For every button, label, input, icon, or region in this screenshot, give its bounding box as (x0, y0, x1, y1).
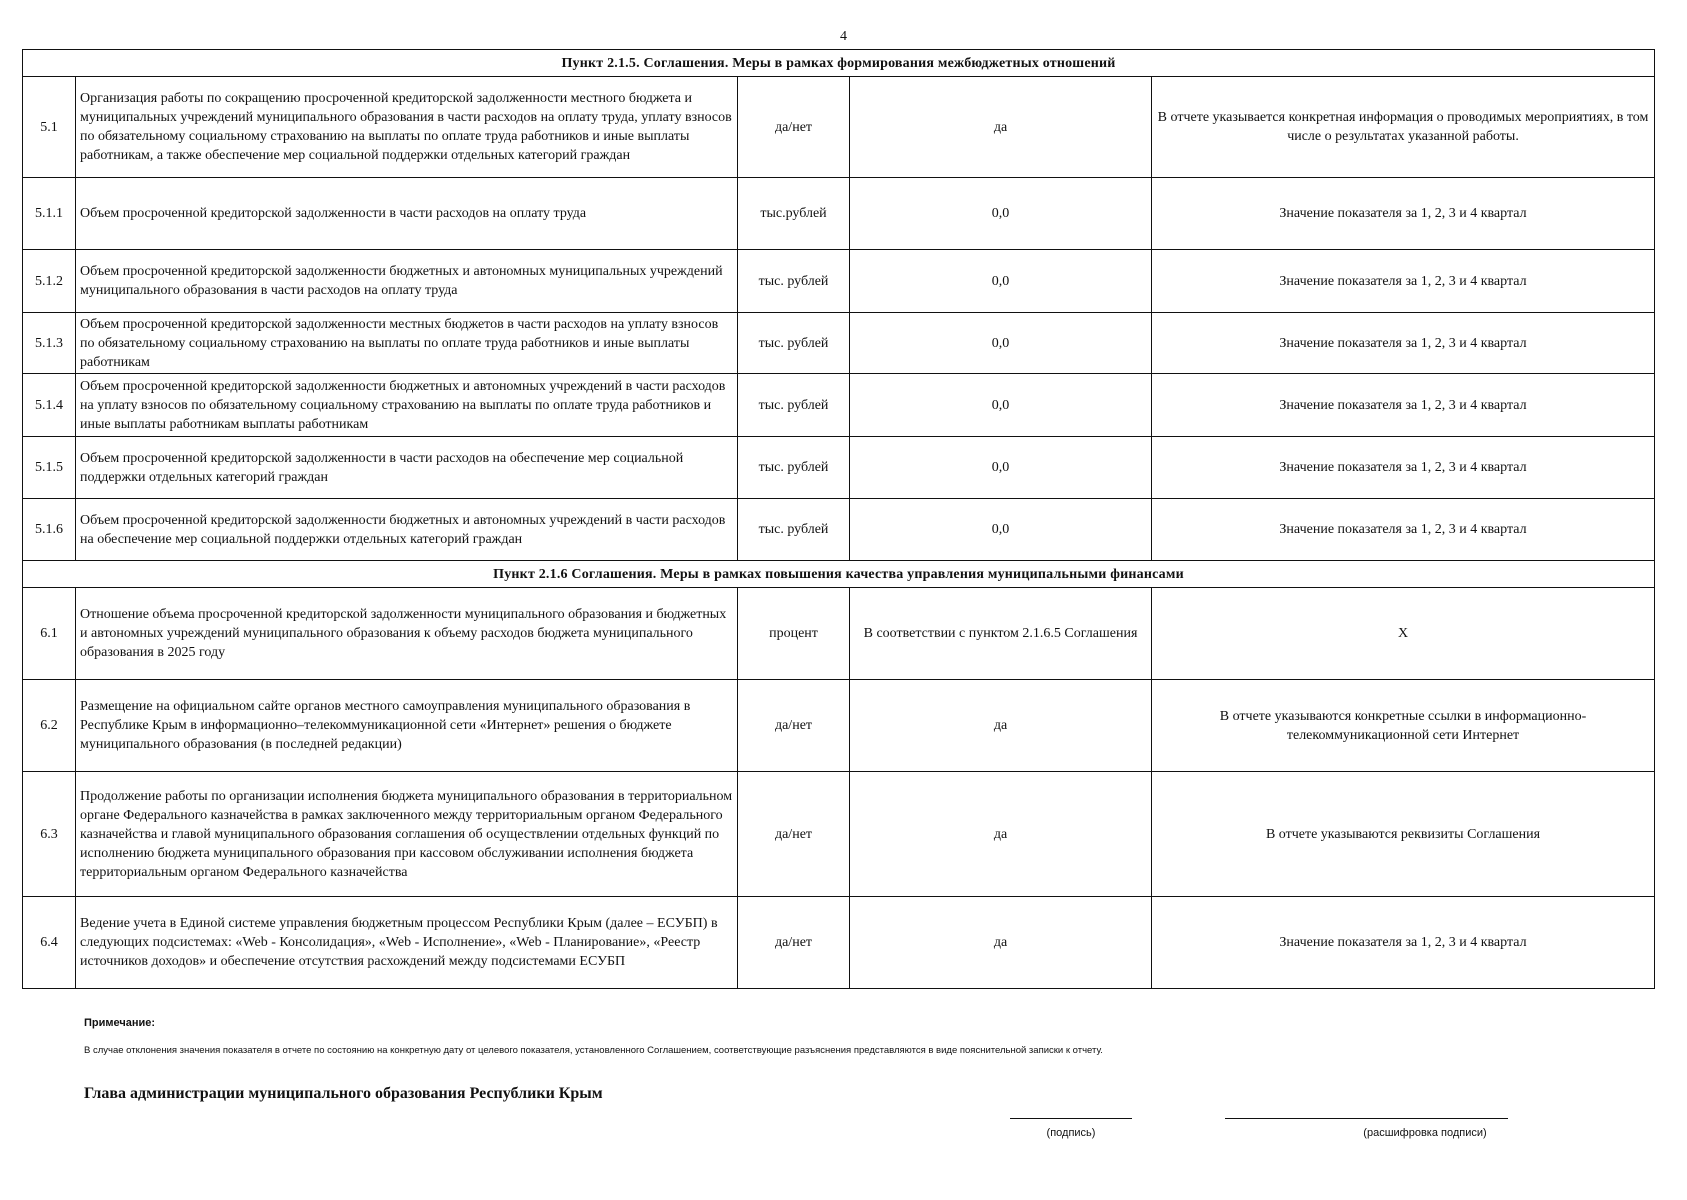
row-comment: В отчете указываются реквизиты Соглашения (1152, 772, 1655, 897)
row-number: 6.4 (23, 897, 76, 989)
row-unit: тыс. рублей (738, 437, 850, 499)
row-description: Объем просроченной кредиторской задолженности в части расходов на оплату труда (76, 178, 738, 250)
signature-line (1010, 1118, 1132, 1119)
row-number: 5.1.6 (23, 499, 76, 561)
row-comment: Значение показателя за 1, 2, 3 и 4 квартал (1152, 178, 1655, 250)
signature-decode-label: (расшифровка подписи) (1363, 1127, 1487, 1139)
row-comment: Значение показателя за 1, 2, 3 и 4 квартал (1152, 499, 1655, 561)
table-row (23, 437, 1655, 499)
row-number: 5.1 (23, 77, 76, 178)
table-row (23, 772, 1655, 897)
row-comment: Значение показателя за 1, 2, 3 и 4 квартал (1152, 437, 1655, 499)
row-comment: Значение показателя за 1, 2, 3 и 4 квартал (1152, 897, 1655, 989)
row-value: да (850, 77, 1152, 178)
row-number: 6.3 (23, 772, 76, 897)
section-title: Пункт 2.1.5. Соглашения. Меры в рамках формирования межбюджетных отношений (23, 50, 1655, 77)
signature-decode-line (1225, 1118, 1508, 1119)
row-value: 0,0 (850, 250, 1152, 313)
table-row (23, 897, 1655, 989)
row-comment: В отчете указываются конкретные ссылки в информационно-телекоммуникационной сети Интернет (1152, 680, 1655, 772)
agreement-measures-table (22, 49, 1655, 989)
row-value: 0,0 (850, 313, 1152, 374)
table-row (23, 374, 1655, 437)
row-comment: В отчете указывается конкретная информация о проводимых мероприятиях, в том числе о результатах указанной работы. (1152, 77, 1655, 178)
row-number: 5.1.2 (23, 250, 76, 313)
row-description: Объем просроченной кредиторской задолженности бюджетных и автономных муниципальных учреждений муниципального образования в части расходов на оплату труда (76, 250, 738, 313)
row-description: Объем просроченной кредиторской задолженности местных бюджетов в части расходов на уплату взносов по обязательному социальному страхованию на выплаты по оплате труда работников и иные выплаты работникам (76, 313, 738, 374)
row-unit: да/нет (738, 897, 850, 989)
row-value: да (850, 772, 1152, 897)
row-number: 6.2 (23, 680, 76, 772)
table-row (23, 588, 1655, 680)
row-description: Продолжение работы по организации исполнения бюджета муниципального образования в территориальном органе Федерального казначейства в рамках заключенного между территориальным органом Федерального казначейства и главой муниципального образования соглашения об осуществлении отдельных функций по исполнению бюджета муниципального образования при кассовом обслуживании исполнения бюджета территориальным органом Федерального казначейства (76, 772, 738, 897)
row-value: 0,0 (850, 499, 1152, 561)
row-description: Размещение на официальном сайте органов местного самоуправления муниципального образования в Республике Крым в информационно–телекоммуникационной сети «Интернет» решения о бюджете муниципального образования (в последней редакции) (76, 680, 738, 772)
row-value: 0,0 (850, 437, 1152, 499)
table-row (23, 499, 1655, 561)
signatory-title: Глава администрации муниципального образования Республики Крым (84, 1085, 603, 1102)
row-unit: тыс.рублей (738, 178, 850, 250)
row-value: да (850, 897, 1152, 989)
section-header-row (23, 50, 1655, 77)
row-number: 6.1 (23, 588, 76, 680)
row-description: Ведение учета в Единой системе управления бюджетным процессом Республики Крым (далее – ЕСУБП) в следующих подсистемах: «Web - Консолидация», «Web - Исполнение», «Web - Планирование», «Реестр источников доходов» и обеспечение отсутствия расхождений между подсистемами ЕСУБП (76, 897, 738, 989)
row-unit: тыс. рублей (738, 499, 850, 561)
row-comment: Значение показателя за 1, 2, 3 и 4 квартал (1152, 250, 1655, 313)
section-header-row (23, 561, 1655, 588)
row-unit: да/нет (738, 77, 850, 178)
signature-label: (подпись) (1046, 1127, 1096, 1139)
row-unit: процент (738, 588, 850, 680)
table-row (23, 178, 1655, 250)
row-description: Объем просроченной кредиторской задолженности бюджетных и автономных учреждений в части расходов на уплату взносов по обязательному социальному страхованию на выплаты по оплате труда работников и иные выплаты работникам выплаты работникам (76, 374, 738, 437)
row-number: 5.1.4 (23, 374, 76, 437)
page-number: 4 (840, 29, 847, 44)
row-comment: X (1152, 588, 1655, 680)
row-description: Организация работы по сокращению просроченной кредиторской задолженности местного бюджета и муниципальных учреждений муниципального образования в части расходов на оплату труда, уплату взносов по обязательному социальному страхованию на выплаты по оплате труда работников и иные выплаты работникам, а также обеспечение мер социальной поддержки отдельных категорий граждан (76, 77, 738, 178)
note-title: Примечание: (84, 1017, 156, 1029)
row-number: 5.1.5 (23, 437, 76, 499)
row-unit: тыс. рублей (738, 313, 850, 374)
row-description: Отношение объема просроченной кредиторской задолженности муниципального образования и бюджетных и автономных учреждений муниципального образования к объему расходов бюджета муниципального образования в 2025 году (76, 588, 738, 680)
row-description: Объем просроченной кредиторской задолженности в части расходов на обеспечение мер социальной поддержки отдельных категорий граждан (76, 437, 738, 499)
row-description: Объем просроченной кредиторской задолженности бюджетных и автономных учреждений в части расходов на обеспечение мер социальной поддержки отдельных категорий граждан (76, 499, 738, 561)
section-title: Пункт 2.1.6 Соглашения. Меры в рамках повышения качества управления муниципальными финансами (23, 561, 1655, 588)
row-comment: Значение показателя за 1, 2, 3 и 4 квартал (1152, 374, 1655, 437)
row-unit: тыс. рублей (738, 250, 850, 313)
row-number: 5.1.1 (23, 178, 76, 250)
row-number: 5.1.3 (23, 313, 76, 374)
row-value: 0,0 (850, 178, 1152, 250)
table-row (23, 250, 1655, 313)
row-unit: тыс. рублей (738, 374, 850, 437)
table-row (23, 680, 1655, 772)
row-value: 0,0 (850, 374, 1152, 437)
row-value: В соответствии с пунктом 2.1.6.5 Соглашения (850, 588, 1152, 680)
row-unit: да/нет (738, 772, 850, 897)
row-comment: Значение показателя за 1, 2, 3 и 4 квартал (1152, 313, 1655, 374)
table-row (23, 313, 1655, 374)
row-value: да (850, 680, 1152, 772)
note-text: В случае отклонения значения показателя в отчете по состоянию на конкретную дату от целевого показателя, установленного Соглашением, соответствующие разъяснения представляются в виде пояснительной записки к отчету. (84, 1045, 1103, 1056)
table-row (23, 77, 1655, 178)
row-unit: да/нет (738, 680, 850, 772)
